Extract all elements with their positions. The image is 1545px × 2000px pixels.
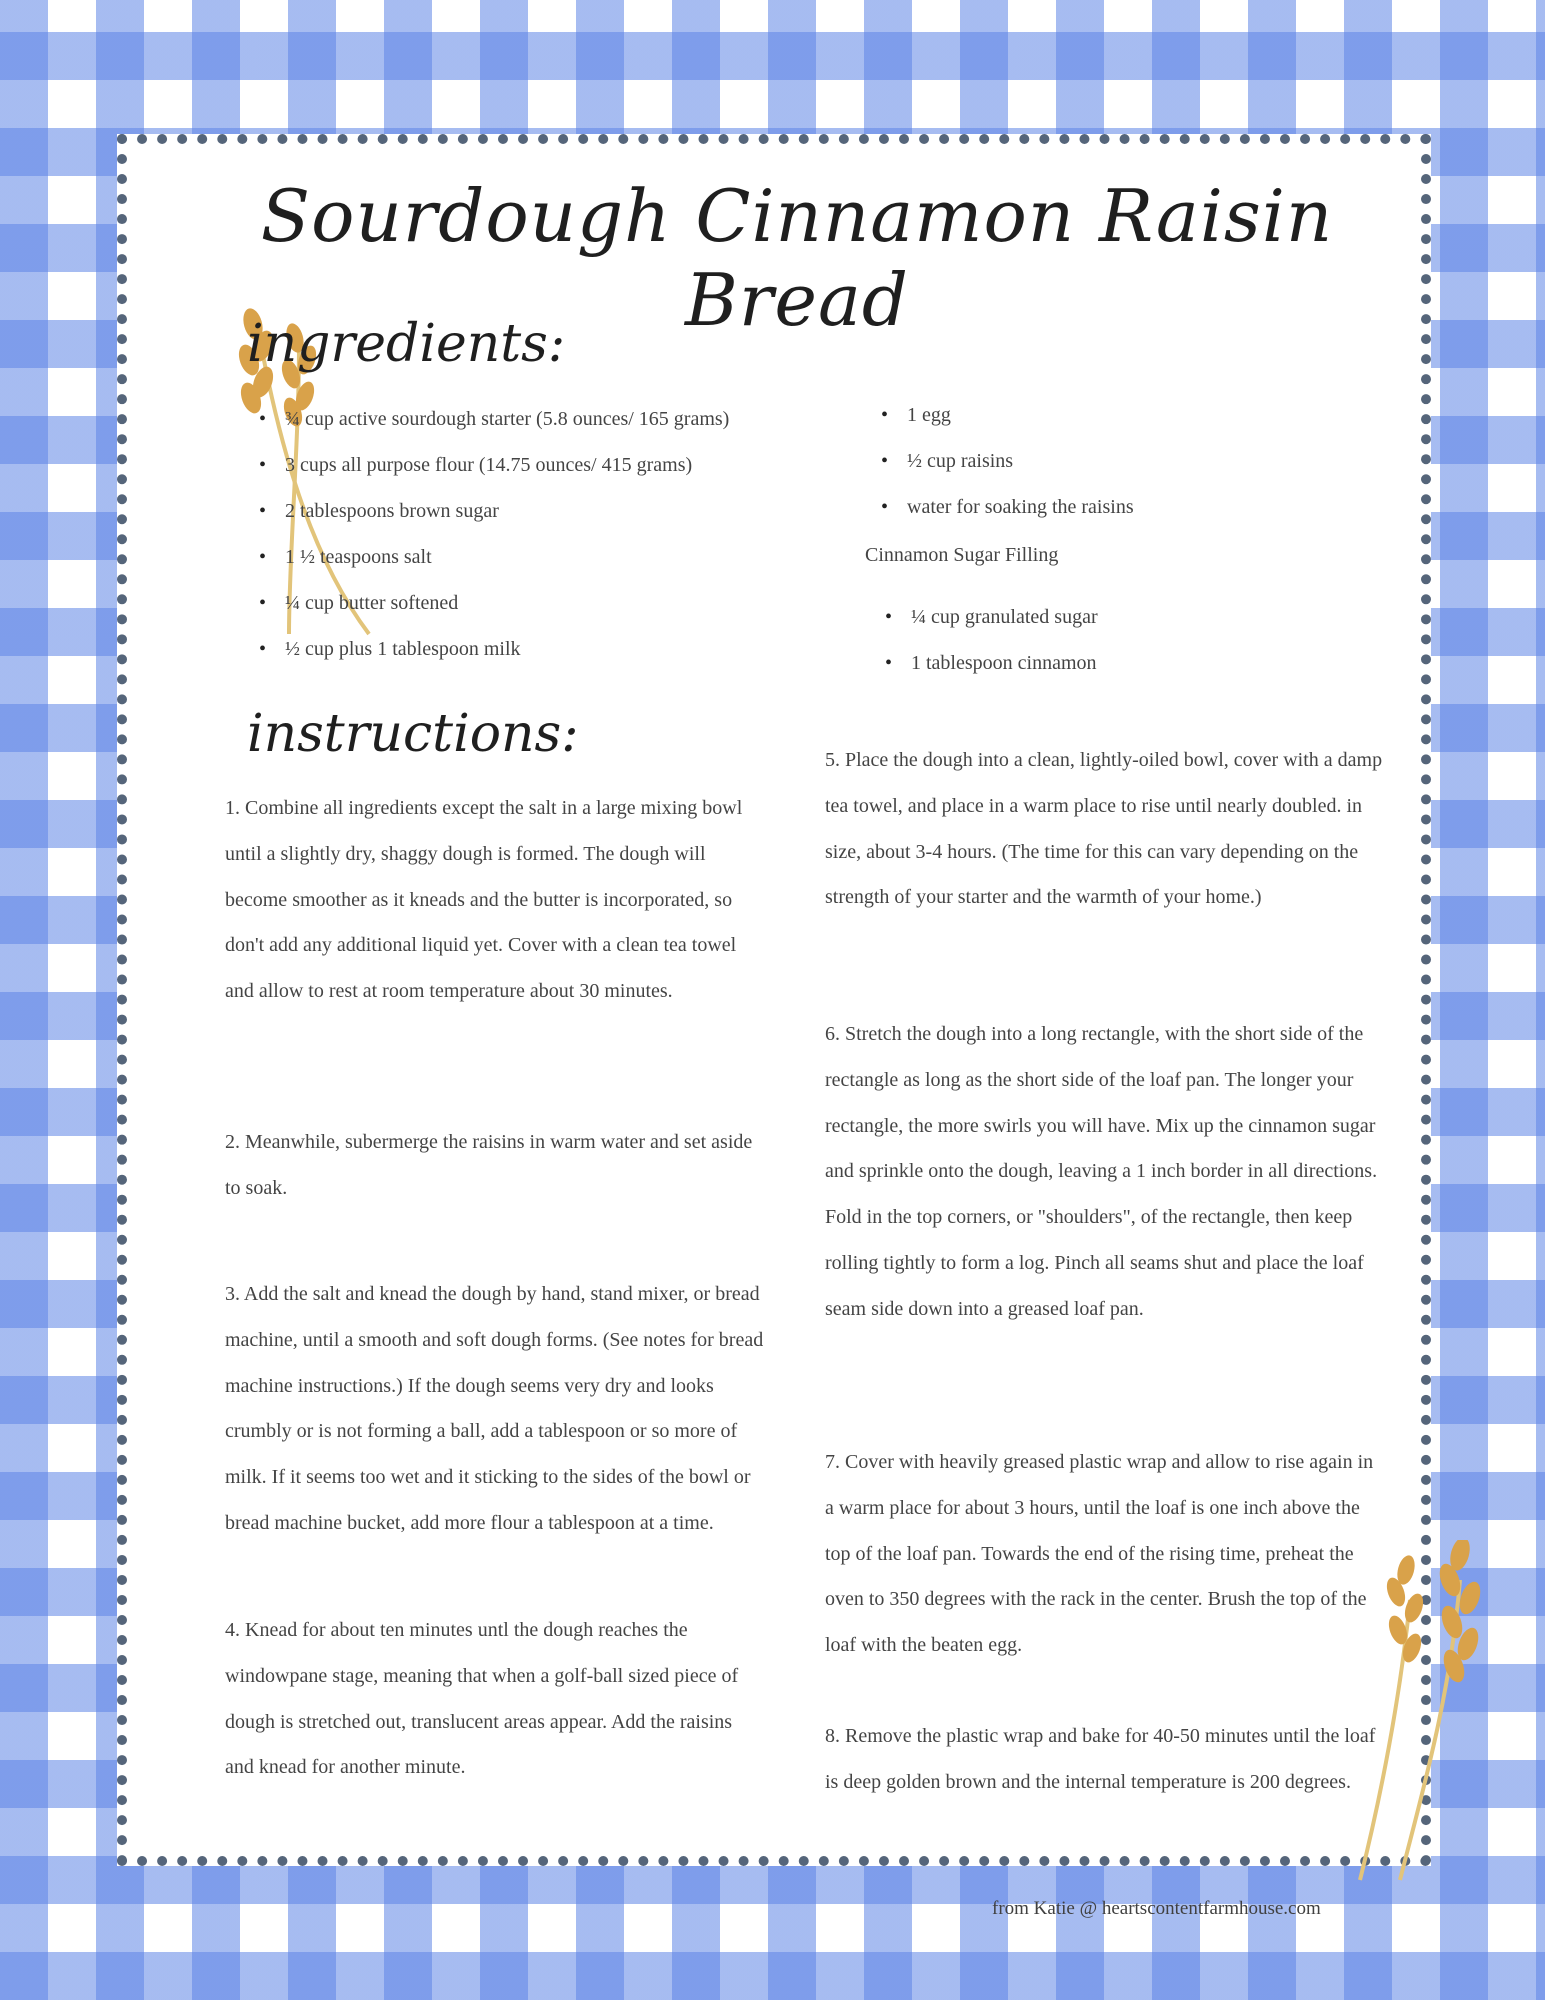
instruction-step-5: 5. Place the dough into a clean, lightly-oiled bowl, cover with a damp tea towel, and place in a warm place to rise until nearly doubled. in size, about 3-4 hours. (The time for this can vary depending on the strength of your starter and the warmth of your home.)	[825, 749, 1383, 909]
filling-list	[885, 594, 1305, 686]
instruction-step-1: 1. Combine all ingredients except the salt in a large mixing bowl until a slightly dry, shaggy dough is formed. The dough will become smoother as it kneads and the butter is incorporated, so don't add any additional liquid yet. Cover with a clean tea towel and allow to rest at room temperature about 30 minutes.	[225, 797, 743, 1003]
instruction-step-7: 7. Cover with heavily greased plastic wrap and allow to rise again in a warm place for about 3 hours, until the loaf is one inch above the top of the loaf pan. Towards the end of the rising time, preheat the oven to 350 degrees with the rack in the center. Brush the top of the loaf with the beaten egg.	[825, 1451, 1374, 1657]
recipe-card	[117, 134, 1431, 1866]
ingredients-list-extra	[881, 392, 1321, 530]
ingredient-item: • 1 ½ teaspoons salt	[259, 534, 819, 580]
instruction-step-8: 8. Remove the plastic wrap and bake for 40-50 minutes until the loaf is deep golden brown and the internal temperature is 200 degrees.	[825, 1725, 1376, 1793]
filling-title: Cinnamon Sugar Filling	[865, 544, 1059, 566]
filling-item: • 1 tablespoon cinnamon	[885, 640, 1305, 686]
ingredient-item: • 2 tablespoons brown sugar	[259, 488, 819, 534]
instruction-step-3: 3. Add the salt and knead the dough by hand, stand mixer, or bread machine, until a smooth and soft dough forms. (See notes for bread machine instructions.) If the dough seems very dry and looks crumbly or is not forming a ball, add a tablespoon or so more of milk. If it seems too wet and it sticking to the sides of the bowl or bread machine bucket, add more flour a tablespoon at a time.	[225, 1283, 764, 1534]
instruction-step-2: 2. Meanwhile, subermerge the raisins in warm water and set aside to soak.	[225, 1131, 753, 1199]
ingredient-item: • ½ cup raisins	[881, 438, 1321, 484]
ingredients-list-main	[259, 396, 819, 672]
wheat-bottom-icon	[1340, 1540, 1500, 1890]
ingredient-item: • water for soaking the raisins	[881, 484, 1321, 530]
instruction-step-4: 4. Knead for about ten minutes untl the dough reaches the windowpane stage, meaning that when a golf-ball sized piece of dough is stretched out, translucent areas appear. Add the raisins and knead for another minute.	[225, 1619, 739, 1779]
ingredient-item: • 3 cups all purpose flour (14.75 ounces/ 415 grams)	[259, 442, 819, 488]
ingredients-heading: ingredients:	[247, 314, 566, 374]
instructions-heading: instructions:	[247, 704, 579, 764]
ingredient-item: • 1 egg	[881, 392, 1321, 438]
instruction-step-6: 6. Stretch the dough into a long rectangle, with the short side of the rectangle as long as the short side of the loaf pan. The longer your rectangle, the more swirls you will have. Mix up the cinnamon sugar and sprinkle onto the dough, leaving a 1 inch border in all directions. Fold in the top corners, or "shoulders", of the rectangle, then keep rolling tightly to form a log. Pinch all seams shut and place the loaf seam side down into a greased loaf pan.	[825, 1023, 1378, 1320]
credit-line: from Katie @ heartscontentfarmhouse.com	[992, 1898, 1321, 1919]
filling-item: • ¼ cup granulated sugar	[885, 594, 1305, 640]
recipe-title: Sourdough Cinnamon Raisin Bread	[260, 174, 1334, 342]
ingredient-item: • ¾ cup active sourdough starter (5.8 ounces/ 165 grams)	[259, 396, 819, 442]
ingredient-item: • ¼ cup butter softened	[259, 580, 819, 626]
ingredient-item: • ½ cup plus 1 tablespoon milk	[259, 626, 819, 672]
